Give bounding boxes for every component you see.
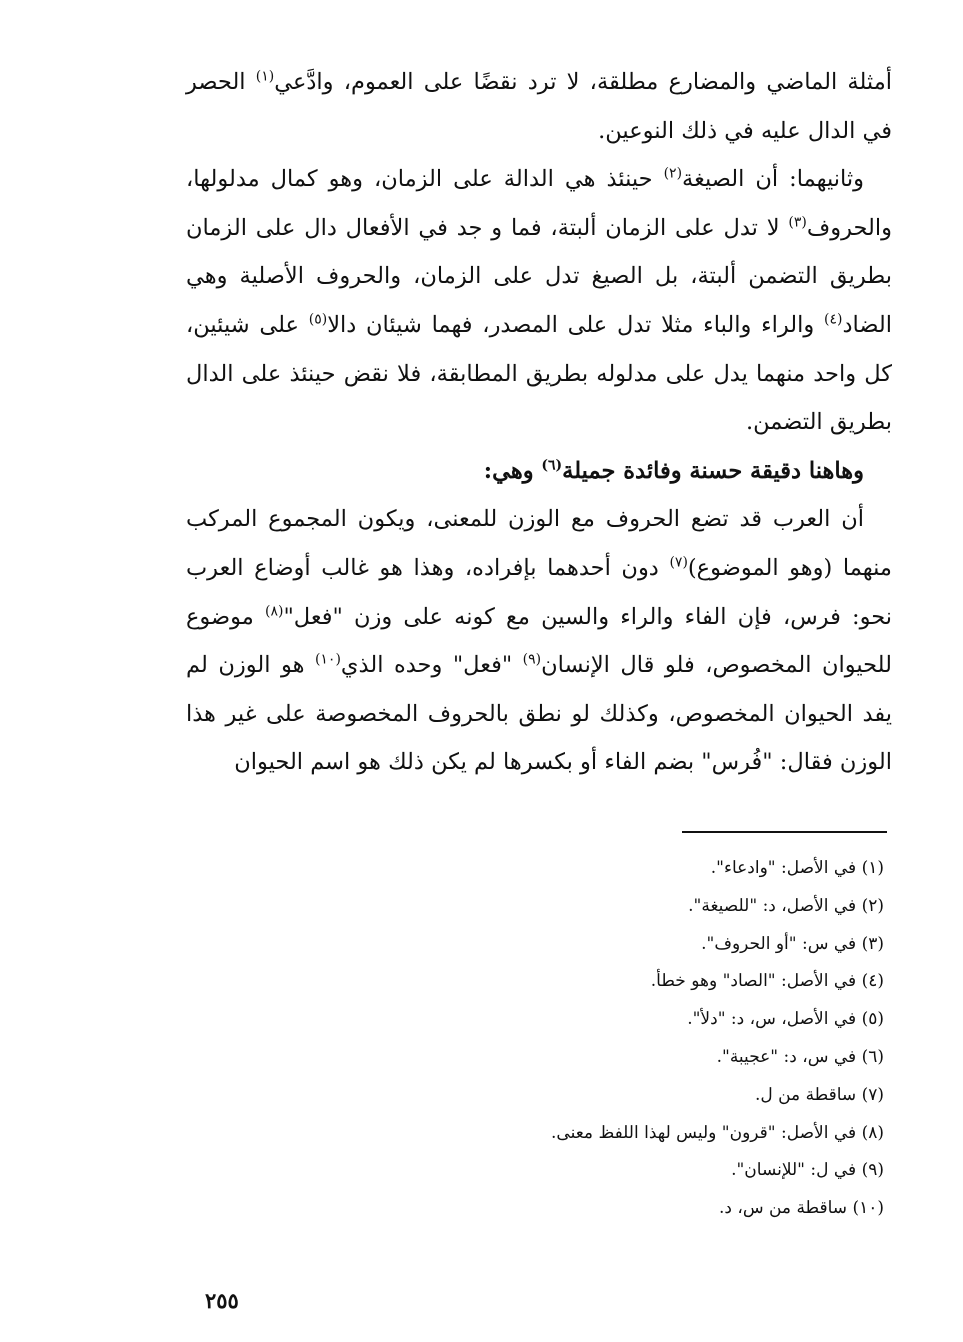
footnote-7: (٧) ساقطة من ل.	[754, 1084, 884, 1105]
text-run: وثانيهما: أن الصيغة	[682, 166, 864, 193]
footnote-4: (٤) في الأصل: "الصاد" وهو خطأ.	[650, 971, 884, 992]
footnote-2: (٢) في الأصل، د: "للصيغة".	[688, 895, 884, 916]
footnote-10: (١٠) ساقطة من س، د.	[718, 1198, 884, 1219]
footnote-ref-1: (١)	[255, 68, 275, 85]
text-run: موضوع للحيوان المخصوص، فلو قال الإنسان	[186, 603, 892, 679]
footnote-ref-9: (٩)	[522, 651, 542, 668]
page-number: ٢٥٥	[205, 1288, 239, 1313]
footnote-ref-8: (٨)	[264, 603, 284, 620]
main-text	[186, 58, 892, 787]
text-run: أمثلة الماضي والمضارع مطلقة، لا ترد نقضًا على العموم، وادَّعي	[274, 69, 893, 95]
footnote-8: (٨) في الأصل: "قرون" وليس لهذا اللفظ معنى.	[551, 1122, 884, 1143]
footnote-3: (٣) في س: "أو الحروف".	[701, 933, 884, 954]
text-run: لا تدل على الزمان ألبتة، فما و جد في الأفعال دال على الزمان بطريق التضمن ألبتة، بل الصيغ تدل على الزمان، والحروف الأصلية وهي الضاد	[186, 214, 892, 338]
footnote-ref-7: (٧)	[669, 554, 688, 571]
text-run: دون أحدهما بإفراده، وهذا هو غالب أوضاع العرب نحو: فرس، فإن الفاء والراء والسين مع كونه على وزن "فعل"	[186, 554, 892, 630]
text-run: والراء والباء مثلا تدل على المصدر، فهما شيئان دالا	[327, 311, 825, 338]
footnote-ref-2: (٢)	[663, 165, 683, 182]
footnote-1: (١) في الأصل: "وادعاء".	[710, 858, 884, 878]
footnote-ref-6: (٦)	[541, 457, 563, 474]
footnote-5: (٥) في الأصل، س، د: "دلأ".	[687, 1009, 884, 1030]
paragraph-4	[186, 495, 892, 787]
footnote-ref-4: (٤)	[824, 311, 843, 328]
text-run: على شيئين، كل واحد منهما يدل على مدلوله بطريق المطابقة، فلا نقض حينئذ على الدال بطريق التضمن.	[186, 311, 892, 436]
text-run: وهاهنا دقيقة حسنة وفائدة جميلة	[562, 457, 864, 484]
text-run: أن العرب قد تضع الحروف مع الوزن للمعنى، ويكون المجموع المركب منهما (وهو الموضوع)	[186, 506, 892, 581]
footnote-separator	[682, 831, 887, 833]
text-run: وهي:	[483, 457, 542, 484]
footnotes-list	[184, 850, 884, 1228]
footnote-9: (٩) في ل: "للإنسان".	[731, 1160, 884, 1181]
paragraph-1	[186, 58, 892, 155]
footnote-ref-10: (١٠)	[314, 651, 341, 668]
footnote-6: (٦) في س، د: "عجيبة".	[716, 1046, 884, 1067]
text-run: "فعل" وحده الذي	[340, 652, 523, 679]
paragraph-2	[186, 155, 892, 447]
footnote-ref-3: (٣)	[788, 214, 807, 231]
text-run: الحصر في الدال عليه في ذلك النوعين.	[186, 69, 892, 144]
paragraph-3-heading	[186, 447, 892, 496]
footnote-ref-5: (٥)	[308, 311, 328, 328]
text-run: حينئذ هي الدالة على الزمان، وهو كمال مدلولها، والحروف	[186, 166, 892, 241]
text-run: هو الوزن لم يفد الحيوان المخصوص، وكذلك لو نطق بالحروف المخصوصة على غير هذا الوزن فقال: "فُرس" بضم الفاء أو بكسرها لم يكن ذلك هو اسم الحيوان	[186, 652, 892, 776]
